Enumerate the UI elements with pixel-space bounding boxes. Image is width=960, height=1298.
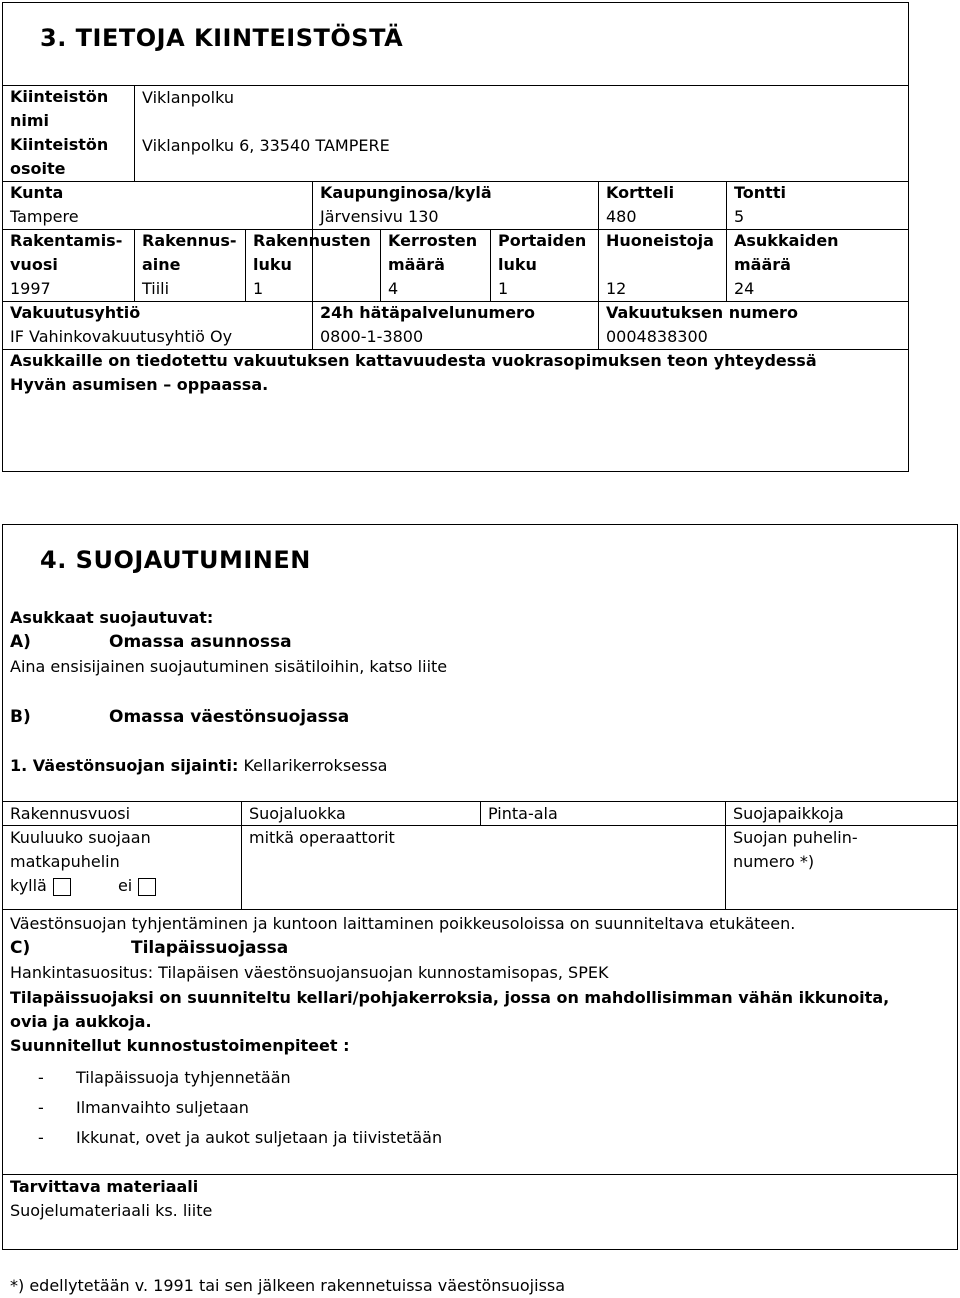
building-material-label: aine	[142, 255, 181, 274]
grid-line	[490, 229, 491, 301]
policy-number-value: 0004838300	[606, 327, 708, 346]
section3-title: 3. TIETOJA KIINTEISTÖSTÄ	[40, 24, 404, 52]
list-item: -	[38, 1068, 44, 1087]
building-material-label: Rakennus-	[142, 231, 237, 250]
policy-number-label: Vakuutuksen numero	[606, 303, 798, 322]
shelter-location-value: Kellarikerroksessa	[243, 756, 388, 775]
district-value: Järvensivu 130	[320, 207, 439, 226]
procurement-note: Hankintasuositus: Tilapäisen väestönsuojansuojan kunnostamisopas, SPEK	[10, 963, 609, 982]
construction-year-value: 1997	[10, 279, 51, 298]
property-address-label: osoite	[10, 159, 66, 178]
list-item: -	[38, 1098, 44, 1117]
grid-line	[2, 909, 958, 910]
grid-line	[245, 229, 246, 301]
municipality-value: Tampere	[10, 207, 79, 226]
construction-year-label: Rakentamis-	[10, 231, 123, 250]
shelter-phone-label: Suojan puhelin-	[733, 828, 858, 847]
construction-year-label: vuosi	[10, 255, 58, 274]
grid-line	[480, 801, 481, 825]
building-count-label: Rakennusten	[253, 231, 371, 250]
stairway-count-value: 1	[498, 279, 509, 298]
emptying-note: Väestönsuojan tyhjentäminen ja kuntoon laittaminen poikkeusoloissa on suunniteltava etukäteen.	[10, 914, 796, 933]
mobile-coverage-options	[10, 874, 156, 898]
grid-line	[726, 181, 727, 301]
property-address-value: Viklanpolku 6, 33540 TAMPERE	[142, 136, 390, 155]
required-material-value: Suojelumateriaali ks. liite	[10, 1201, 213, 1220]
grid-line	[134, 229, 135, 301]
floor-count-value: 4	[388, 279, 399, 298]
emergency-number-label: 24h hätäpalvelunumero	[320, 303, 535, 322]
shelter-location	[10, 754, 387, 778]
grid-line	[598, 181, 599, 349]
shelter-location-label: 1. Väestönsuojan sijainti:	[10, 756, 239, 775]
no-label: ei	[117, 876, 133, 895]
insurance-note: Asukkaille on tiedotettu vakuutuksen kattavuudesta vuokrasopimuksen teon yhteydessä	[10, 351, 817, 370]
option-a-letter: A)	[10, 632, 31, 652]
residents-label: määrä	[734, 255, 791, 274]
floor-count-label: Kerrosten	[388, 231, 478, 250]
option-a-text: Aina ensisijainen suojautuminen sisätiloihin, katso liite	[10, 657, 448, 676]
plot-value: 5	[734, 207, 745, 226]
grid-line	[134, 85, 135, 181]
insurance-note: Hyvän asumisen – oppaassa.	[10, 375, 269, 394]
grid-line	[312, 181, 313, 349]
grid-line	[380, 229, 381, 301]
residents-value: 24	[734, 279, 755, 298]
stairway-count-label: luku	[498, 255, 537, 274]
plot-label: Tontti	[734, 183, 786, 202]
no-checkbox[interactable]	[138, 878, 156, 896]
building-material-value: Tiili	[142, 279, 170, 298]
yes-checkbox[interactable]	[53, 878, 71, 896]
area-header: Pinta-ala	[488, 804, 558, 823]
apartments-value: 12	[606, 279, 627, 298]
section4-title: 4. SUOJAUTUMINEN	[40, 546, 311, 574]
grid-line	[725, 801, 726, 909]
residents-label: Asukkaiden	[734, 231, 839, 250]
mobile-coverage-label: Kuuluuko suojaan	[10, 828, 151, 847]
shelter-class-header: Suojaluokka	[249, 804, 346, 823]
municipality-label: Kunta	[10, 183, 64, 202]
option-c-title: Tilapäissuojassa	[131, 938, 289, 958]
temporary-shelter-text: ovia ja aukkoja.	[10, 1012, 152, 1031]
grid-line	[241, 801, 242, 909]
property-name-label: Kiinteistön	[10, 87, 109, 106]
insurer-label: Vakuutusyhtiö	[10, 303, 141, 322]
build-year-header: Rakennusvuosi	[10, 804, 131, 823]
shelter-phone-label: numero *)	[733, 852, 815, 871]
footnote: *) edellytetään v. 1991 tai sen jälkeen rakennetuissa väestönsuojissa	[10, 1276, 566, 1295]
stairway-count-label: Portaiden	[498, 231, 587, 250]
apartments-label: Huoneistoja	[606, 231, 714, 250]
building-count-label: luku	[253, 255, 292, 274]
building-count-value: 1	[253, 279, 264, 298]
operators-label: mitkä operaattorit	[249, 828, 395, 847]
renovation-measures-label: Suunnitellut kunnostustoimenpiteet :	[10, 1036, 350, 1055]
yes-label: kyllä	[10, 876, 47, 895]
option-c-letter: C)	[10, 938, 31, 958]
property-name-label: nimi	[10, 111, 50, 130]
required-material-label: Tarvittava materiaali	[10, 1177, 199, 1196]
district-label: Kaupunginosa/kylä	[320, 183, 492, 202]
list-item: Ilmanvaihto suljetaan	[76, 1098, 249, 1117]
list-item: Ikkunat, ovet ja aukot suljetaan ja tiivistetään	[76, 1128, 443, 1147]
floor-count-label: määrä	[388, 255, 445, 274]
option-a-title: Omassa asunnossa	[109, 632, 292, 652]
residents-shelter-label: Asukkaat suojautuvat:	[10, 608, 214, 627]
grid-line	[2, 85, 909, 86]
insurer-value: IF Vahinkovakuutusyhtiö Oy	[10, 327, 233, 346]
mobile-coverage-label: matkapuhelin	[10, 852, 120, 871]
option-b-letter: B)	[10, 707, 31, 727]
temporary-shelter-text: Tilapäissuojaksi on suunniteltu kellari/pohjakerroksia, jossa on mahdollisimman vähän ikkunoita,	[10, 988, 890, 1007]
option-b-title: Omassa väestönsuojassa	[109, 707, 350, 727]
shelter-places-header: Suojapaikkoja	[733, 804, 844, 823]
property-name-value: Viklanpolku	[142, 88, 234, 107]
property-address-label: Kiinteistön	[10, 135, 109, 154]
list-item: Tilapäissuoja tyhjennetään	[76, 1068, 291, 1087]
block-value: 480	[606, 207, 637, 226]
emergency-number-value: 0800-1-3800	[320, 327, 424, 346]
list-item: -	[38, 1128, 44, 1147]
block-label: Kortteli	[606, 183, 675, 202]
